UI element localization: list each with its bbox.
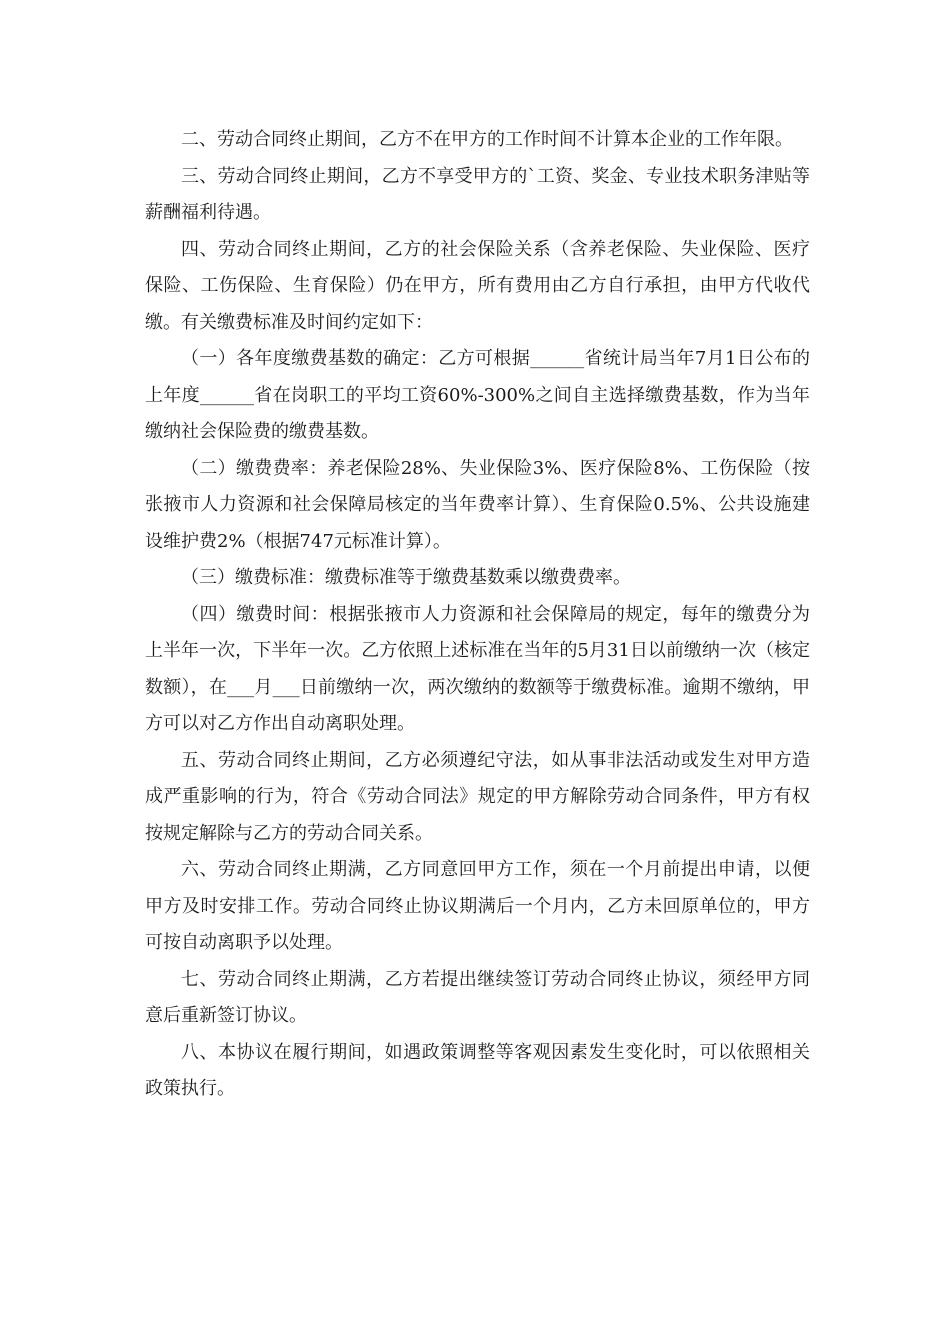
paragraph-article-3: 三、劳动合同终止期间，乙方不享受甲方的`工资、奖金、专业技术职务津贴等薪酬福利待遇。 (145, 165, 810, 223)
document-body (145, 122, 810, 1108)
paragraph-article-2: 二、劳动合同终止期间，乙方不在甲方的工作时间不计算本企业的工作年限。 (181, 129, 793, 150)
paragraph-item-2-contribution-rate: （二）缴费费率：养老保险28%、失业保险3%、医疗保险8%、工伤保险（按张掖市人力资源和社会保障局核定的当年费率计算）、生育保险0.5%、公共设施建设维护费2%（根据747元标准计算）。 (145, 457, 810, 552)
paragraph-article-4: 四、劳动合同终止期间，乙方的社会保险关系（含养老保险、失业保险、医疗保险、工伤保险、生育保险）仍在甲方，所有费用由乙方自行承担，由甲方代收代缴。有关缴费标准及时间约定如下： (145, 238, 810, 333)
paragraph-item-1-contribution-base: （一）各年度缴费基数的确定：乙方可根据______省统计局当年7月1日公布的上年度______省在岗职工的平均工资60%-300%之间自主选择缴费基数，作为当年缴纳社会保险费的缴费基数。 (145, 348, 810, 442)
paragraph-article-5: 五、劳动合同终止期间，乙方必须遵纪守法，如从事非法活动或发生对甲方造成严重影响的行为，符合《劳动合同法》规定的甲方解除劳动合同条件，甲方有权按规定解除与乙方的劳动合同关系。 (145, 749, 810, 844)
paragraph-item-4-contribution-time: （四）缴费时间：根据张掖市人力资源和社会保障局的规定，每年的缴费分为上半年一次，下半年一次。乙方依照上述标准在当年的5月31日以前缴纳一次（核定数额），在___月___日前缴纳一次，两次缴纳的数额等于缴费标准。逾期不缴纳，甲方可以对乙方作出自动离职处理。 (145, 603, 810, 734)
paragraph-article-6: 六、劳动合同终止期满，乙方同意回甲方工作，须在一个月前提出申请，以便甲方及时安排工作。劳动合同终止协议期满后一个月内，乙方未回原单位的，甲方可按自动离职予以处理。 (145, 859, 810, 953)
paragraph-article-8: 八、本协议在履行期间，如遇政策调整等客观因素发生变化时，可以依照相关政策执行。 (145, 1041, 810, 1099)
paragraph-item-3-contribution-standard: （三）缴费标准：缴费标准等于缴费基数乘以缴费费率。 (181, 567, 631, 588)
paragraph-article-7: 七、劳动合同终止期满，乙方若提出继续签订劳动合同终止协议，须经甲方同意后重新签订协议。 (145, 968, 810, 1026)
